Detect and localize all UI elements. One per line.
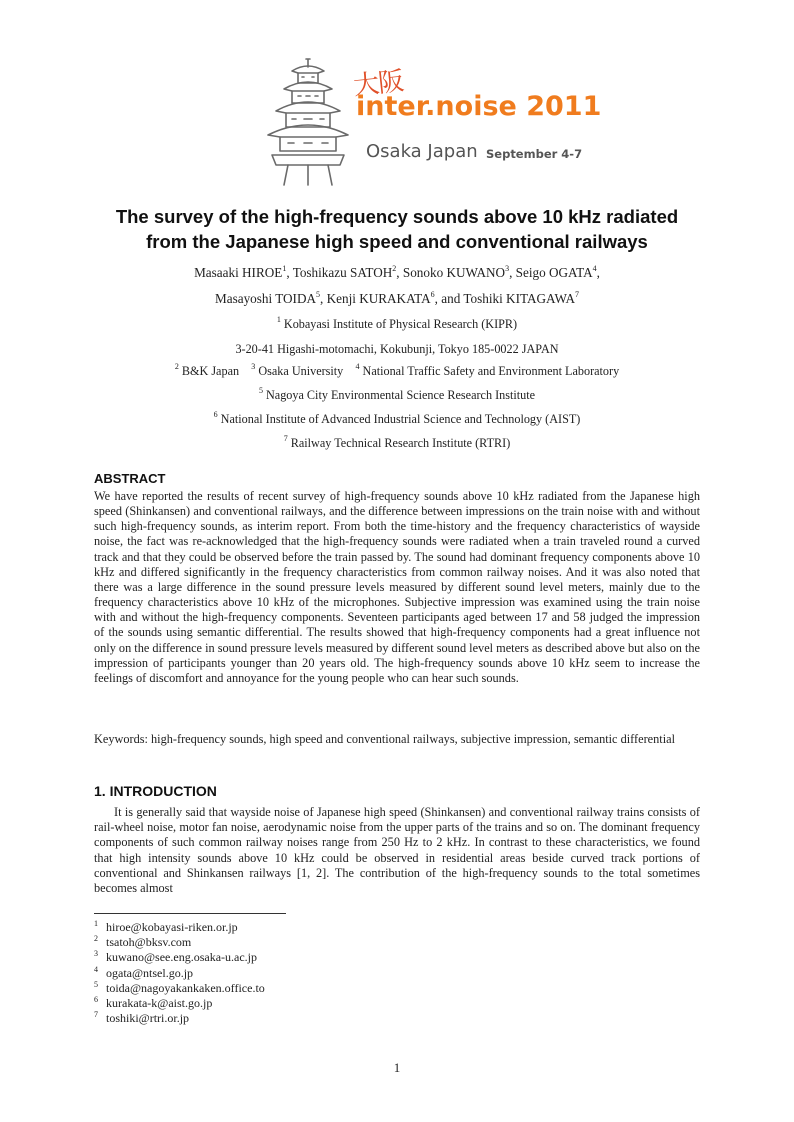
- author-ref: 4: [592, 264, 597, 273]
- conference-logo: [258, 55, 602, 187]
- footnote-email: $^5$ toida@nagoyakankaken.office.to: [94, 979, 265, 995]
- paper-title-line: from the Japanese high speed and conventional railways: [146, 231, 648, 252]
- author-sep: , and: [434, 291, 464, 306]
- author-sep: ,: [396, 265, 403, 280]
- footnote-text: toida@nagoyakankaken.office.to: [106, 980, 265, 995]
- author-ref: 6: [430, 290, 435, 299]
- author-name: Kenji KURAKATA: [326, 291, 431, 306]
- page-number: 1: [393, 1060, 401, 1075]
- author-sep: ,: [596, 265, 600, 280]
- footnote-text: kuwano@see.eng.osaka-u.ac.jp: [106, 950, 257, 965]
- abstract-body: We have reported the results of recent survey of high-frequency sounds above 10 kHz radiated from the Japanese high speed (Shinkansen) and conventional railways, and the difference between impressions on the train noise with and without such high-frequency sounds, as interim report. From both the time-history and the frequency characteristics of wayside noise, the fact was re-acknowledged that the high-frequency sounds were radiated when a train traveled round a curved track and that they could be observed before the train passed by. The sound had dominant frequency components above 10 kHz and differed significantly in the frequency characteristics from common railway noises. And it was also noted that there was a large difference in the sound pressure levels measured by different sound level meters, mainly due to the frequency characteristics above 10 kHz of the microphones. Subjective impression was examined using the train noise with and without the high-frequency components. Seventeen participants aged between 17 and 58 judged the impression of the sounds using semantic differential. The results showed that high-frequency components had a great influence not only on the difference in sound pressure levels measured by different sound level meters as described above but also on the impression of participants younger than 20 years old. The high-frequency sounds above 10 kHz seem to increase the feelings of discomfort and annoyance for the young people who can hear such sounds.: [94, 489, 701, 685]
- footnote-text: toshiki@rtri.or.jp: [106, 1011, 190, 1026]
- footnote-email: $^4$ ogata@ntsel.go.jp: [94, 964, 194, 980]
- footnotes: [94, 920, 265, 1026]
- author-name: Seigo OGATA: [515, 265, 593, 280]
- affiliation-name: Railway Technical Research Institute (RTRI): [290, 436, 511, 450]
- footnote-email: $^6$ kurakata-k@aist.go.jp: [94, 995, 213, 1011]
- author-sep: ,: [509, 265, 516, 280]
- footnote-email: $^3$ kuwano@see.eng.osaka-u.ac.jp: [94, 949, 257, 965]
- abstract-heading: ABSTRACT: [94, 471, 166, 486]
- affiliation-ref: 3: [251, 362, 256, 371]
- affiliation-ref: 1: [276, 315, 281, 324]
- author-ref: 1: [282, 264, 287, 273]
- affiliation-ref: 7: [283, 434, 288, 443]
- affiliation-name: Kobayasi Institute of Physical Research (KIPR): [283, 317, 518, 331]
- affiliation-name: National Traffic Safety and Environment Laboratory: [362, 364, 620, 378]
- conference-dates: September 4-7: [486, 147, 583, 161]
- conference-location: Osaka Japan: [366, 141, 478, 162]
- footnote-text: kurakata-k@aist.go.jp: [106, 996, 213, 1011]
- section-heading-introduction: 1. INTRODUCTION: [94, 783, 217, 799]
- footnote-email: $^1$ hiroe@kobayasi-riken.or.jp: [94, 919, 238, 934]
- affiliation-address: 3-20-41 Higashi-motomachi, Kokubunji, Tokyo 185-0022 JAPAN: [235, 342, 559, 356]
- affiliation-name: Nagoya City Environmental Science Research Institute: [265, 388, 536, 402]
- affiliation-ref: 4: [355, 362, 360, 371]
- author-line: [60, 291, 734, 307]
- affiliation: [60, 388, 734, 403]
- footnote-divider: [94, 913, 286, 914]
- affiliation-ref: 6: [213, 410, 218, 419]
- affiliation-name: National Institute of Advanced Industrial Science and Technology (AIST): [220, 412, 581, 426]
- author-ref: 7: [574, 290, 579, 299]
- author-sep: ,: [286, 265, 293, 280]
- keywords: Keywords: high-frequency sounds, high speed and conventional railways, subjective impression, semantic differential: [94, 732, 675, 746]
- osaka-castle-icon: [258, 55, 358, 187]
- affiliation: [60, 364, 734, 379]
- paper-title: [60, 204, 734, 254]
- affiliation-ref: 2: [174, 362, 179, 371]
- author-name: Toshikazu SATOH: [292, 265, 393, 280]
- affiliation-ref: 5: [258, 386, 263, 395]
- author-name: Masayoshi TOIDA: [215, 291, 316, 306]
- footnote-text: tsatoh@bksv.com: [106, 935, 192, 950]
- author-name: Masaaki HIROE: [194, 265, 283, 280]
- author-name: Sonoko KUWANO: [402, 265, 506, 280]
- conference-name: inter.noise 2011: [356, 91, 602, 122]
- osaka-kanji: 大阪: [351, 66, 405, 102]
- author-ref: 2: [392, 264, 397, 273]
- affiliation-name: B&K Japan: [181, 364, 240, 378]
- footnote-text: ogata@ntsel.go.jp: [106, 965, 194, 980]
- author-ref: 3: [505, 264, 510, 273]
- introduction-body: It is generally said that wayside noise of Japanese high speed (Shinkansen) and conventional railway trains consists of rail-wheel noise, motor fan noise, aerodynamic noise from the upper parts of the trains and so on. The dominant frequency components of such common railway noises range from 250 Hz to 2 kHz. In contrast to these characteristics, we found that high intensity sounds above 10 kHz could be observed in residential areas beside curved track portions of conventional and Shinkansen railways [1, 2]. The contribution of the high-frequency sounds to the total sometimes becomes almost: [94, 805, 700, 896]
- footnote-text: hiroe@kobayasi-riken.or.jp: [106, 920, 238, 934]
- affiliation-name: Osaka University: [258, 364, 344, 378]
- author-name: Toshiki KITAGAWA: [463, 291, 575, 306]
- author-ref: 5: [316, 290, 320, 299]
- affiliation: [60, 317, 734, 332]
- footnote-email: $^7$ toshiki@rtri.or.jp: [94, 1010, 190, 1026]
- affiliation: [60, 436, 734, 451]
- footnote-email: $^2$ tsatoh@bksv.com: [94, 934, 192, 950]
- affiliation: [60, 412, 734, 427]
- paper-title-line: The survey of the high-frequency sounds above 10 kHz radiated: [115, 206, 679, 227]
- author-line: [60, 265, 734, 281]
- author-sep: ,: [320, 291, 327, 306]
